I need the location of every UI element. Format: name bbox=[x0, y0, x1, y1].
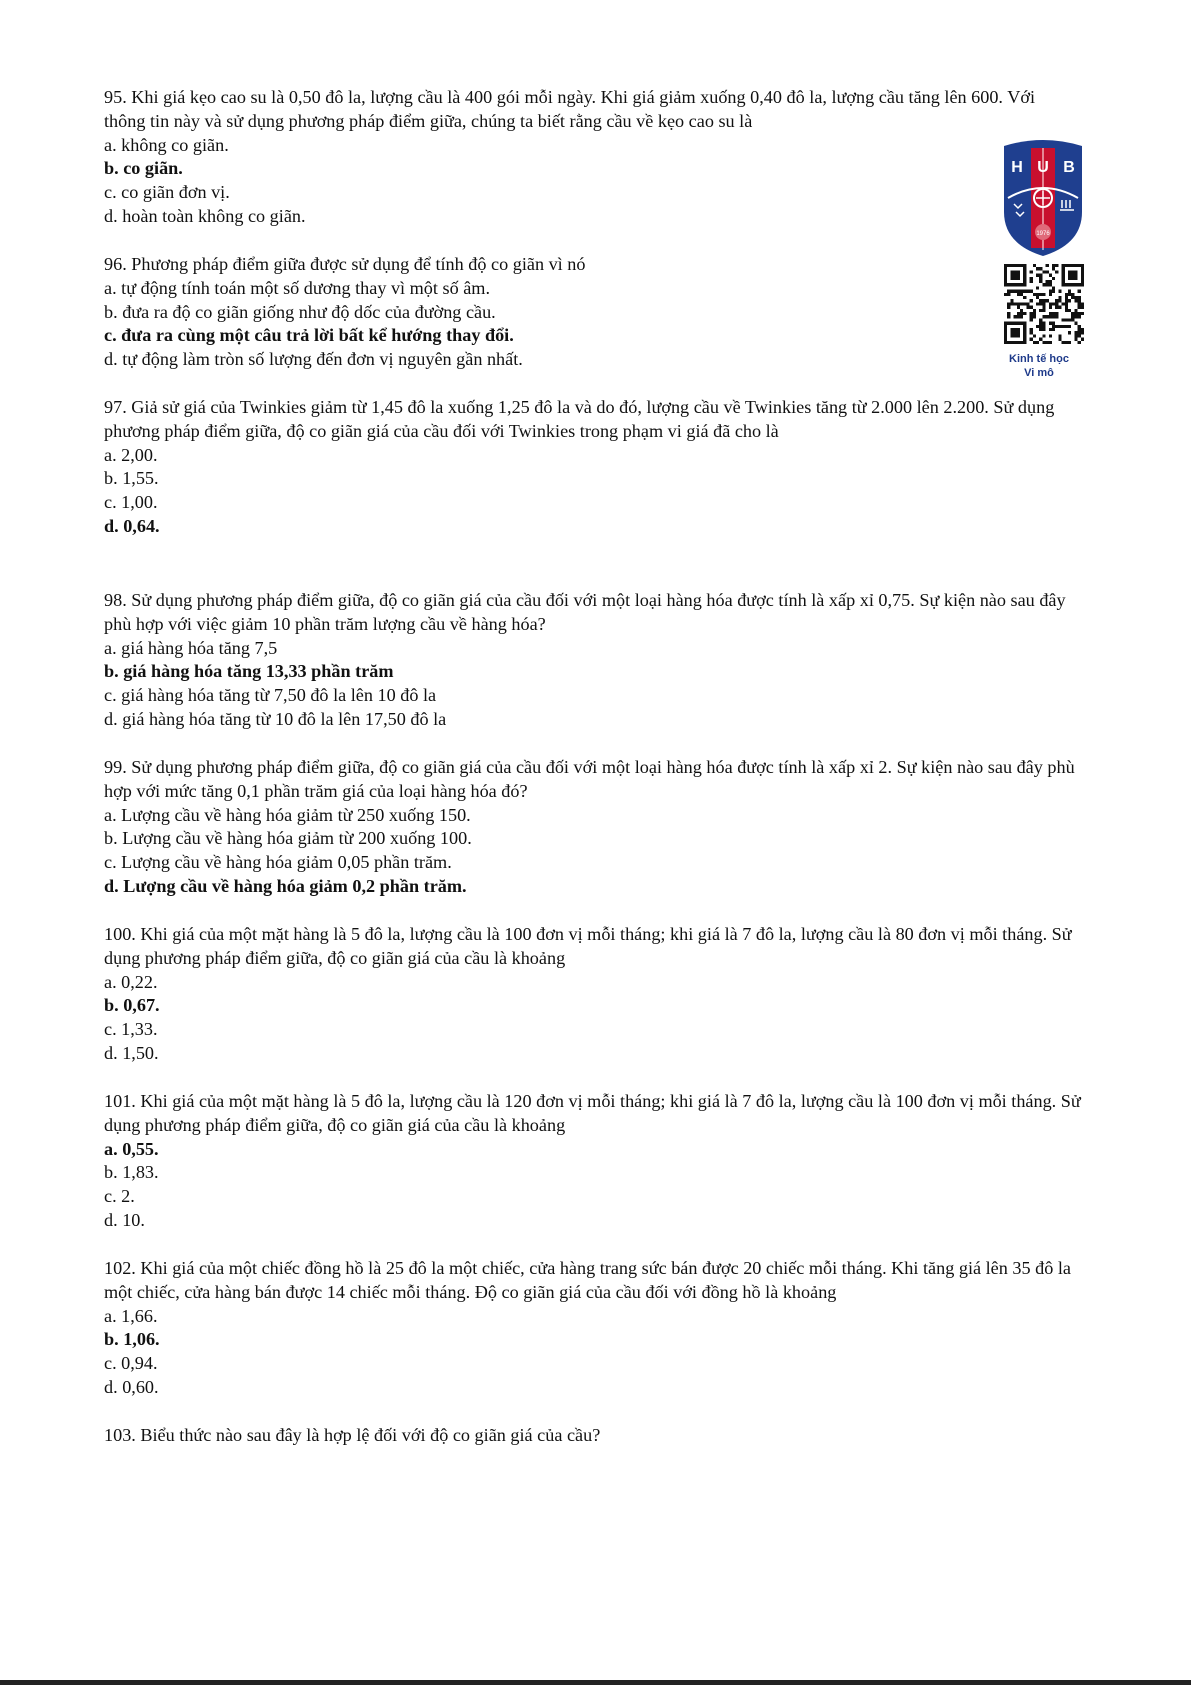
question-stem: 95. Khi giá kẹo cao su là 0,50 đô la, lượng cầu là 400 gói mỗi ngày. Khi giá giảm xuống 0,40 đô la, lượng cầu tăng lên 600. Với thông tin này và sử dụng phương pháp điểm giữa, chúng ta biết rằng cầu về kẹo cao su là bbox=[104, 87, 1036, 131]
option-a: a. không co giãn. bbox=[104, 134, 229, 155]
question-stem: 103. Biểu thức nào sau đây là hợp lệ đối với độ co giãn giá của cầu? bbox=[104, 1425, 601, 1445]
logo-letter-u: U bbox=[1037, 159, 1049, 176]
question-stem: 102. Khi giá của một chiếc đồng hồ là 25 đô la một chiếc, cửa hàng trang sức bán được 20 chiếc mỗi tháng. Khi tăng giá lên 35 đô la một chiếc, cửa hàng bán được 14 chiếc mỗi tháng. Độ co giãn giá của cầu đối với đồng hồ là khoảng bbox=[104, 1258, 1071, 1302]
hub-logo-icon bbox=[1000, 138, 1086, 258]
question-98 bbox=[104, 589, 1089, 732]
option-b-correct: b. co giãn. bbox=[104, 158, 183, 179]
option-b-correct: b. 1,06. bbox=[104, 1329, 160, 1350]
question-stem: 101. Khi giá của một mặt hàng là 5 đô la, lượng cầu là 120 đơn vị mỗi tháng; khi giá là 7 đô la, lượng cầu là 100 đơn vị mỗi tháng. Sử dụng phương pháp điểm giữa, độ co giãn giá của cầu là khoảng bbox=[104, 1091, 1081, 1135]
question-stem: 100. Khi giá của một mặt hàng là 5 đô la, lượng cầu là 100 đơn vị mỗi tháng; khi giá là 7 đô la, lượng cầu là 80 đơn vị mỗi tháng. Sử dụng phương pháp điểm giữa, độ co giãn giá của cầu là khoảng bbox=[104, 924, 1072, 968]
option-a: a. tự động tính toán một số dương thay vì một số âm. bbox=[104, 277, 490, 298]
logo-year: 1976 bbox=[1036, 231, 1050, 237]
option-d: d. giá hàng hóa tăng từ 10 đô la lên 17,50 đô la bbox=[104, 708, 447, 729]
option-d: d. hoàn toàn không co giãn. bbox=[104, 205, 306, 226]
option-a: a. 1,66. bbox=[104, 1305, 158, 1326]
option-b-correct: b. giá hàng hóa tăng 13,33 phần trăm bbox=[104, 661, 394, 682]
question-stem: 97. Giả sử giá của Twinkies giảm từ 1,45 đô la xuống 1,25 đô la và do đó, lượng cầu về Twinkies tăng từ 2.000 lên 2.200. Sử dụng phương pháp điểm giữa, độ co giãn giá của cầu đối với Twinkies trong phạm vi giá đã cho là bbox=[104, 397, 1055, 441]
option-c: c. Lượng cầu về hàng hóa giảm 0,05 phần trăm. bbox=[104, 852, 452, 873]
option-c: c. giá hàng hóa tăng từ 7,50 đô la lên 10 đô la bbox=[104, 685, 437, 706]
question-103 bbox=[104, 1424, 1089, 1448]
question-stem: 99. Sử dụng phương pháp điểm giữa, độ co giãn giá của cầu đối với một loại hàng hóa được tính là xấp xỉ 2. Sự kiện nào sau đây phù hợp với mức tăng 0,1 phần trăm giá của loại hàng hóa đó? bbox=[104, 757, 1075, 801]
question-stem: 98. Sử dụng phương pháp điểm giữa, độ co giãn giá của cầu đối với một loại hàng hóa được tính là xấp xỉ 0,75. Sự kiện nào sau đây phù hợp với việc giảm 10 phần trăm lượng cầu về hàng hóa? bbox=[104, 590, 1066, 634]
option-a: a. 2,00. bbox=[104, 444, 158, 465]
option-b-correct: b. 0,67. bbox=[104, 995, 160, 1016]
question-97 bbox=[104, 396, 1089, 539]
option-d: d. tự động làm tròn số lượng đến đơn vị nguyên gần nhất. bbox=[104, 349, 523, 370]
option-c: c. 0,94. bbox=[104, 1353, 158, 1374]
question-99 bbox=[104, 756, 1089, 899]
logo-caption bbox=[996, 352, 1082, 380]
question-102 bbox=[104, 1257, 1089, 1400]
caption-line-1: Kinh tế học bbox=[1009, 353, 1069, 365]
option-a-correct: a. 0,55. bbox=[104, 1138, 159, 1159]
question-stem: 96. Phương pháp điểm giữa được sử dụng để tính độ co giãn vì nó bbox=[104, 254, 586, 274]
page-bottom-edge bbox=[0, 1680, 1191, 1685]
option-c: c. co giãn đơn vị. bbox=[104, 182, 230, 203]
option-a: a. giá hàng hóa tăng 7,5 bbox=[104, 637, 278, 658]
option-b: b. 1,55. bbox=[104, 468, 159, 489]
option-c: c. 1,00. bbox=[104, 492, 158, 513]
option-d-correct: d. Lượng cầu về hàng hóa giảm 0,2 phần trăm. bbox=[104, 875, 467, 896]
option-d: d. 0,60. bbox=[104, 1376, 159, 1397]
question-96 bbox=[104, 253, 984, 372]
question-101 bbox=[104, 1090, 1089, 1233]
option-d: d. 1,50. bbox=[104, 1042, 159, 1063]
option-a: a. 0,22. bbox=[104, 971, 158, 992]
option-b: b. 1,83. bbox=[104, 1162, 159, 1183]
option-d: d. 10. bbox=[104, 1209, 145, 1230]
question-95 bbox=[104, 86, 1066, 229]
option-c-correct: c. đưa ra cùng một câu trả lời bất kể hướng thay đổi. bbox=[104, 325, 514, 346]
option-a: a. Lượng cầu về hàng hóa giảm từ 250 xuống 150. bbox=[104, 804, 471, 825]
question-100 bbox=[104, 923, 1089, 1066]
option-c: c. 2. bbox=[104, 1186, 135, 1207]
logo-letter-h: H bbox=[1011, 159, 1023, 176]
option-c: c. 1,33. bbox=[104, 1019, 158, 1040]
option-d-correct: d. 0,64. bbox=[104, 515, 160, 536]
option-b: b. Lượng cầu về hàng hóa giảm từ 200 xuống 100. bbox=[104, 828, 472, 849]
caption-line-2: Vi mô bbox=[1024, 367, 1054, 379]
logo-letter-b: B bbox=[1063, 159, 1075, 176]
option-b: b. đưa ra độ co giãn giống như độ dốc của đường cầu. bbox=[104, 301, 496, 322]
qr-code-icon bbox=[1004, 264, 1084, 344]
